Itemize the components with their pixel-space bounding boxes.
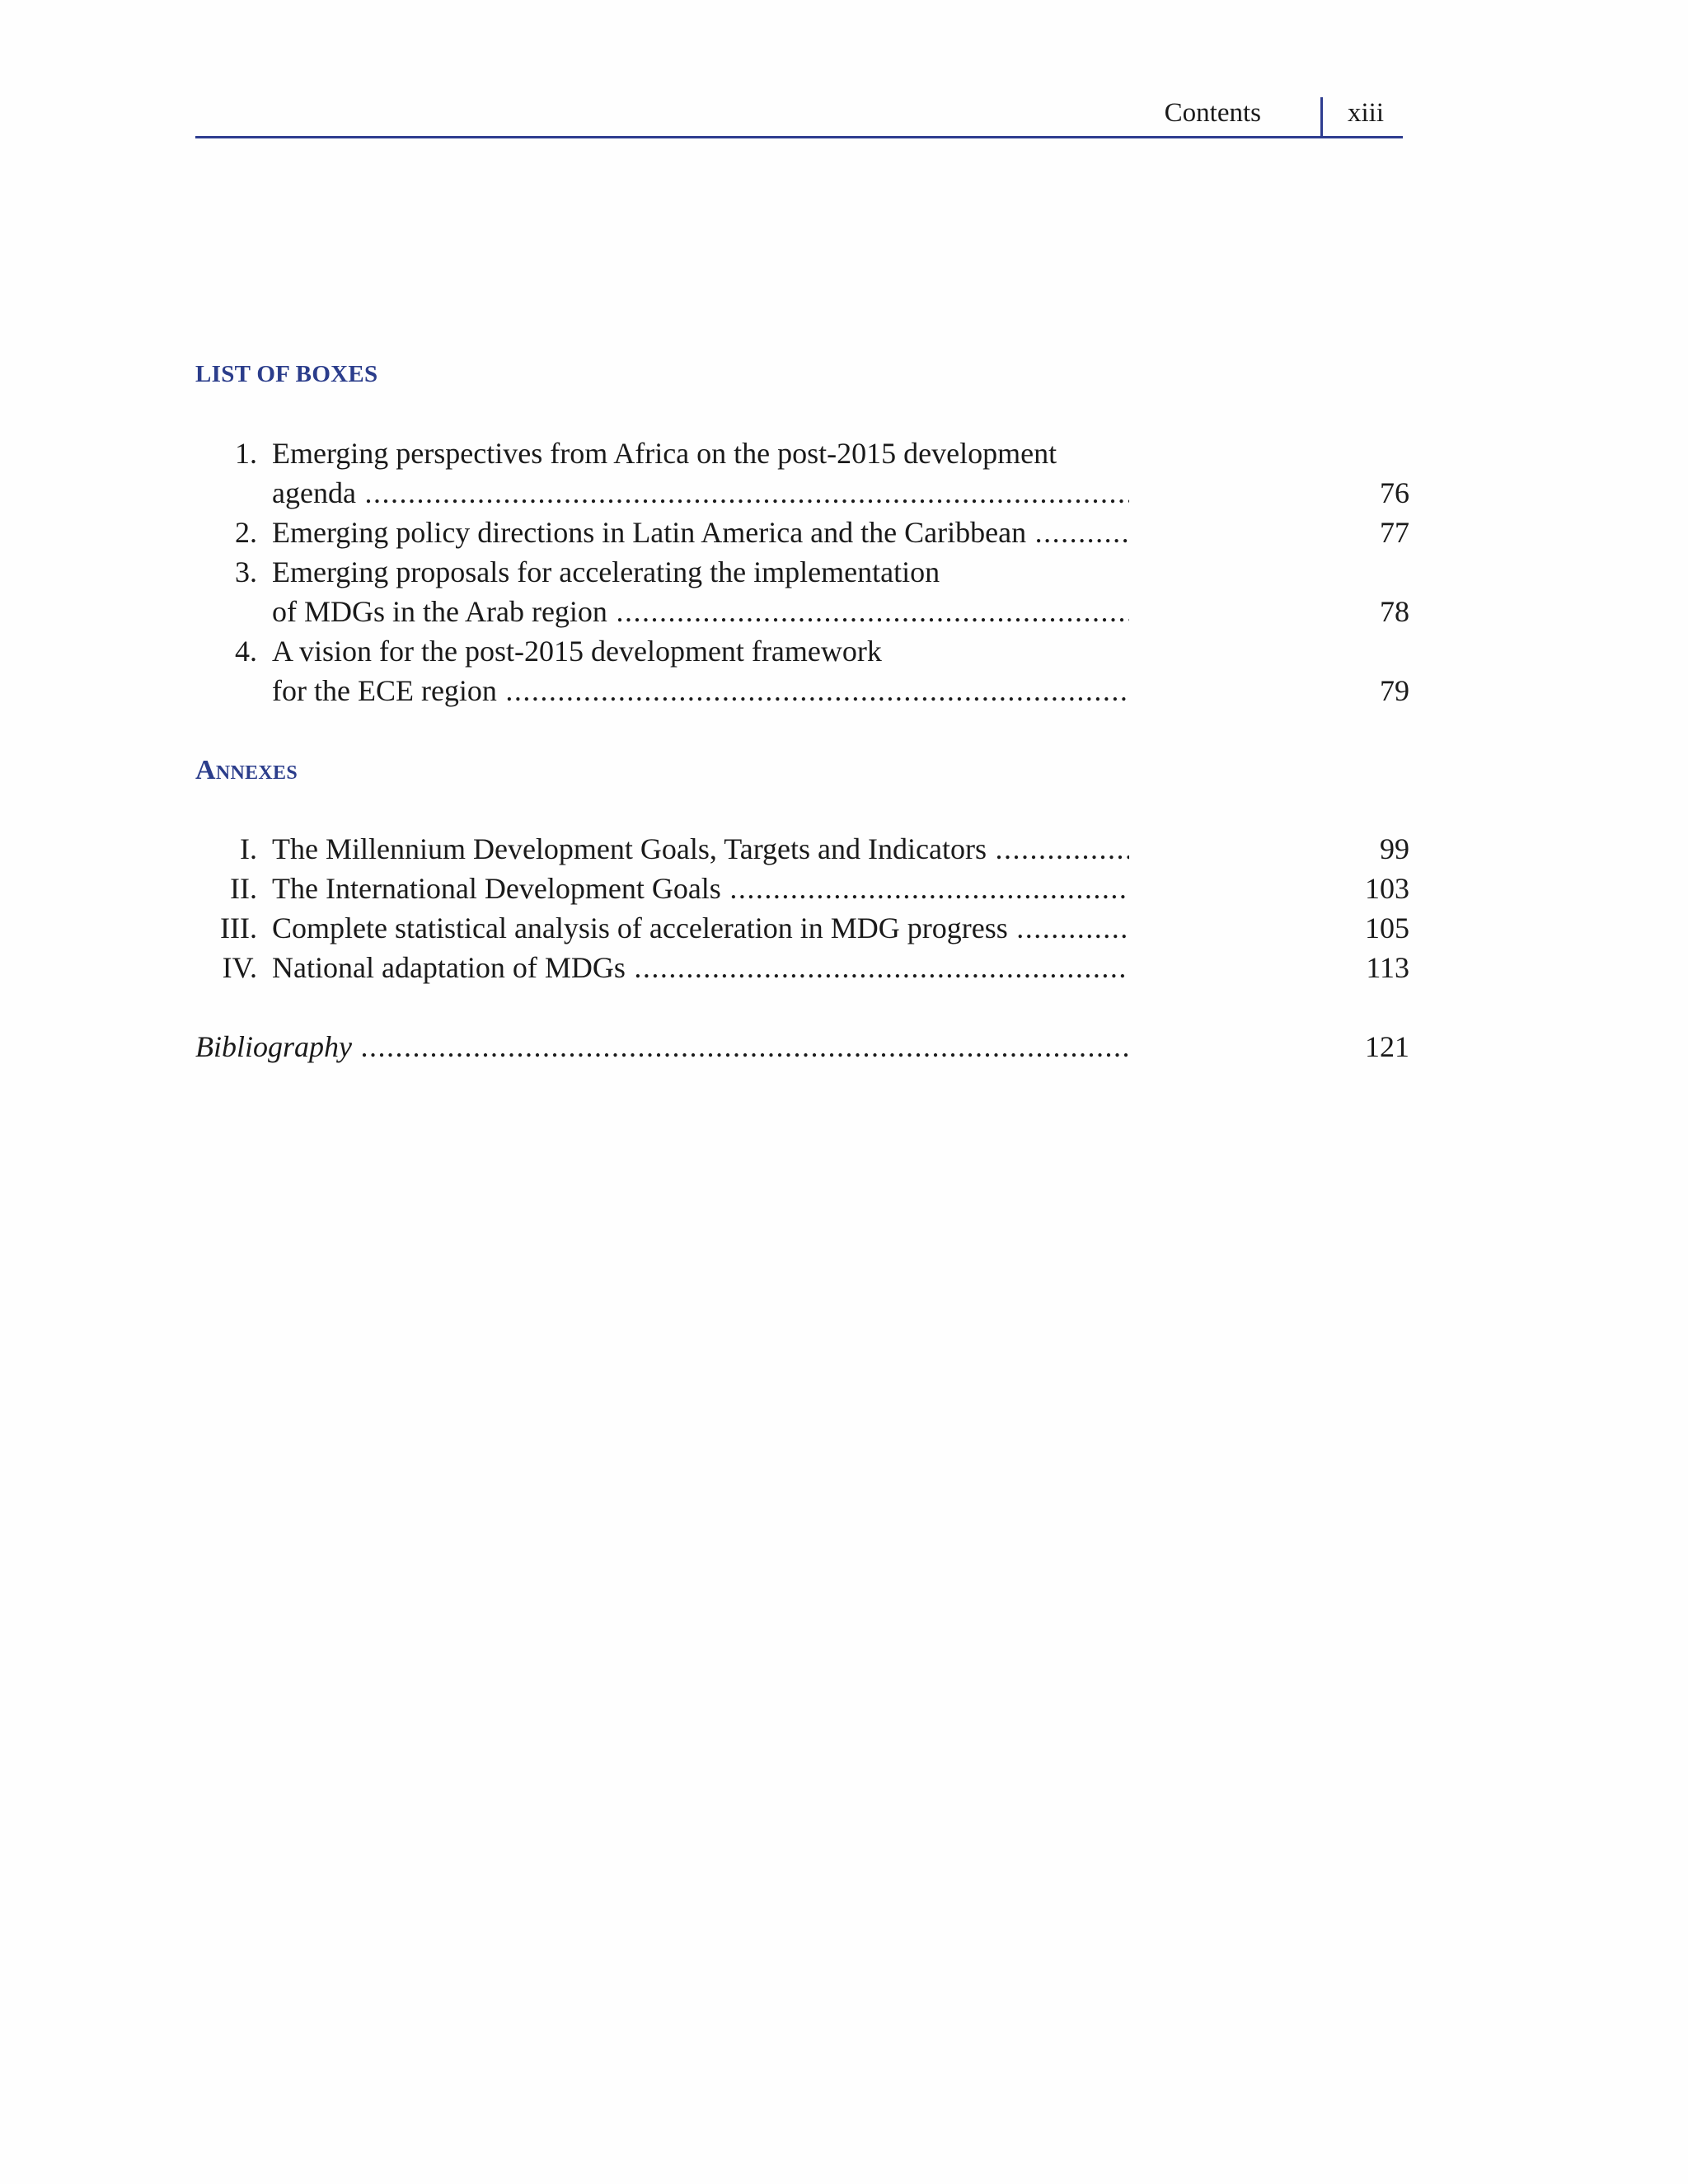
- box-4-page: 79: [1380, 674, 1409, 707]
- header-page-number: xiii: [1348, 98, 1385, 128]
- annex-4-number: IV.: [222, 951, 257, 984]
- list-of-boxes-heading: LIST OF BOXES: [195, 361, 378, 387]
- box-4-title-line1[interactable]: A vision for the post-2015 development framework: [272, 635, 882, 668]
- box-3-page: 78: [1380, 595, 1409, 628]
- box-4-number: 4.: [235, 635, 257, 668]
- box-1-number: 1.: [235, 437, 257, 470]
- bibliography-page: 121: [1365, 1030, 1409, 1063]
- annex-3-page: 105: [1365, 912, 1409, 944]
- box-4-title-line2[interactable]: for the ECE region .....: [272, 671, 1129, 710]
- box-1-page: 76: [1380, 476, 1409, 509]
- box-3-title-line1[interactable]: Emerging proposals for accelerating the implementation: [272, 555, 940, 588]
- box-3-number: 3.: [235, 555, 257, 588]
- header-rule: [195, 136, 1403, 138]
- box-2-title[interactable]: Emerging policy directions in Latin America and the Caribbean .....: [272, 513, 1129, 552]
- box-3-title-line2[interactable]: of MDGs in the Arab region .....: [272, 592, 1129, 631]
- annex-3-title[interactable]: Complete statistical analysis of acceleration in MDG progress .....: [272, 908, 1129, 948]
- annex-2-title[interactable]: The International Development Goals .....: [272, 869, 1129, 908]
- annex-3-number: III.: [220, 912, 257, 944]
- annex-1-title[interactable]: The Millennium Development Goals, Targets and Indicators .....: [272, 829, 1129, 869]
- header-divider: [1320, 97, 1323, 136]
- box-1-title-line1[interactable]: Emerging perspectives from Africa on the post-2015 development: [272, 437, 1057, 470]
- header-section-title: Contents: [1164, 98, 1261, 128]
- box-2-page: 77: [1380, 516, 1409, 549]
- annexes-heading: Annexes: [195, 755, 298, 785]
- box-2-number: 2.: [235, 516, 257, 549]
- annex-2-page: 103: [1365, 872, 1409, 905]
- box-1-title-line2[interactable]: agenda .....: [272, 473, 1129, 513]
- annex-1-page: 99: [1380, 832, 1409, 865]
- annex-2-number: II.: [230, 872, 257, 905]
- annex-1-number: I.: [240, 832, 257, 865]
- bibliography-entry[interactable]: Bibliography .....: [195, 1027, 1129, 1066]
- annex-4-title[interactable]: National adaptation of MDGs .....: [272, 948, 1129, 987]
- annex-4-page: 113: [1366, 951, 1409, 984]
- running-header: [195, 0, 1403, 138]
